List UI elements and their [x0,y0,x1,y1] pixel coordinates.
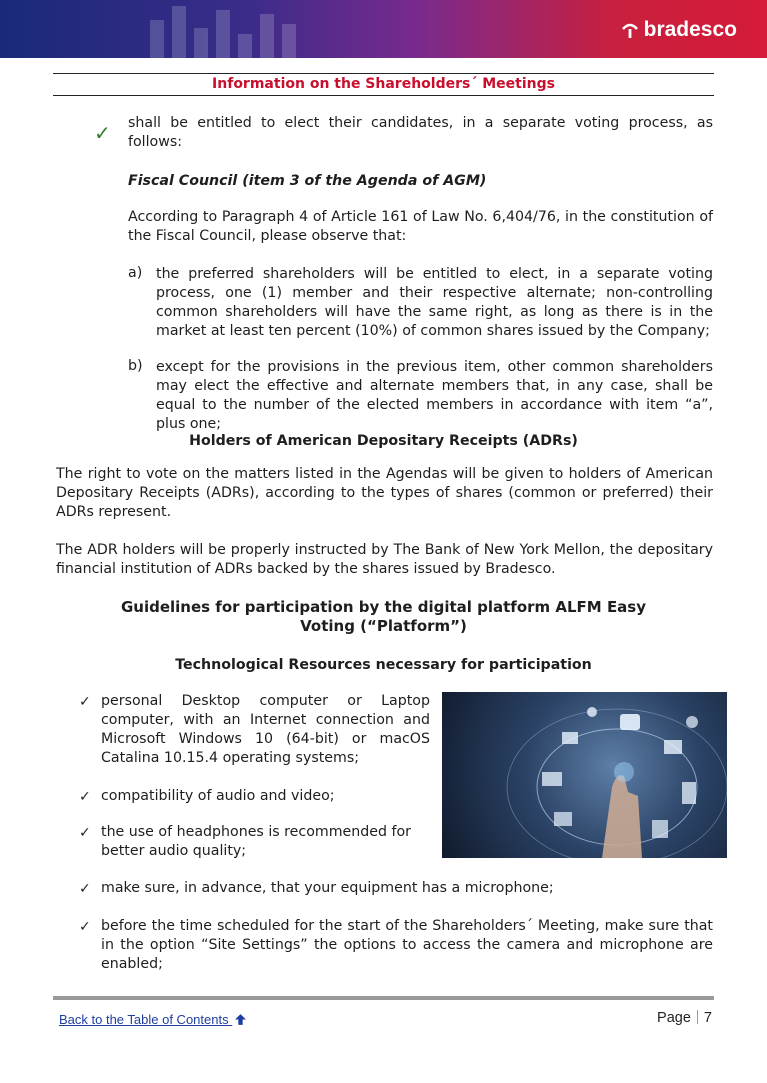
banner-decoration [150,20,164,58]
fiscal-council-item-a: the preferred shareholders will be entitled to elect, in a separate voting process, one (1) member and their respective alternate; non-controlling common shareholders will have the same right, as long as there is in the market at least ten percent (10%) of common shares issued by the Company; [156,266,713,339]
page-label: Page [657,1010,691,1026]
check-icon: ✓ [79,694,91,710]
banner-decoration [238,34,252,58]
list-marker-b: b) [128,358,143,374]
page-number: 7 [703,1010,712,1026]
guidelines-heading: Guidelines for participation by the digital platform ALFM Easy Voting (“Platform”) [120,598,647,635]
check-icon: ✓ [79,789,91,805]
check-icon: ✓ [79,825,91,841]
footer-rule [53,996,714,1000]
logo-text: bradesco [643,18,737,41]
arrow-up-icon [234,1013,247,1026]
page-separator [697,1010,698,1024]
banner-decoration [172,6,186,58]
page-indicator [657,1010,712,1026]
banner-decoration [194,28,208,58]
bullet-item: the use of headphones is recommended for better audio quality; [101,824,412,859]
bradesco-tree-icon [620,20,640,40]
technology-photo [442,692,727,858]
header-rule-bottom [53,95,714,96]
back-to-toc-link[interactable] [59,1012,247,1027]
list-marker-a: a) [128,265,143,281]
bullet-item: personal Desktop computer or Laptop computer, with an Internet connection and Microsoft Windows 10 (64-bit) or macOS Catalina 10.15.4 operating systems; [101,693,430,766]
banner-decoration [216,10,230,58]
bullet-item: compatibility of audio and video; [101,788,335,804]
adrs-heading: Holders of American Depositary Receipts (ADRs) [189,433,578,449]
fiscal-council-item-b: except for the provisions in the previous item, other common shareholders may elect the effective and alternate members that, in any case, shall be equal to the number of the elected members in accordance with item “a”, plus one; [156,359,713,432]
check-icon: ✓ [79,881,91,897]
header-banner [0,0,767,58]
banner-decoration [260,14,274,58]
tech-resources-subheading: Technological Resources necessary for participation [175,657,592,673]
intro-continuation: shall be entitled to elect their candidates, in a separate voting process, as follows: [128,115,713,150]
back-to-toc-label: Back to the Table of Contents [59,1012,229,1027]
adrs-paragraph-2: The ADR holders will be properly instructed by The Bank of New York Mellon, the depositary financial institution of ADRs backed by the shares issued by Bradesco. [56,542,713,577]
technology-illustration [442,692,727,858]
bullet-item: make sure, in advance, that your equipment has a microphone; [101,880,554,896]
check-icon: ✓ [94,121,111,145]
bradesco-logo [620,18,737,42]
fiscal-council-intro: According to Paragraph 4 of Article 161 of Law No. 6,404/76, in the constitution of the Fiscal Council, please observe that: [128,209,713,244]
banner-decoration [282,24,296,58]
header-rule-top [53,73,714,74]
fiscal-council-heading: Fiscal Council (item 3 of the Agenda of AGM) [128,173,487,189]
bullet-item: before the time scheduled for the start of the Shareholders´ Meeting, make sure that in the option “Site Settings” the options to access the camera and microphone are enabled; [101,918,713,972]
section-title: Information on the Shareholders´ Meetings [212,76,555,92]
check-icon: ✓ [79,919,91,935]
adrs-paragraph-1: The right to vote on the matters listed in the Agendas will be given to holders of American Depositary Receipts (ADRs), according to the types of shares (common or preferred) their ADRs represent. [56,466,713,520]
